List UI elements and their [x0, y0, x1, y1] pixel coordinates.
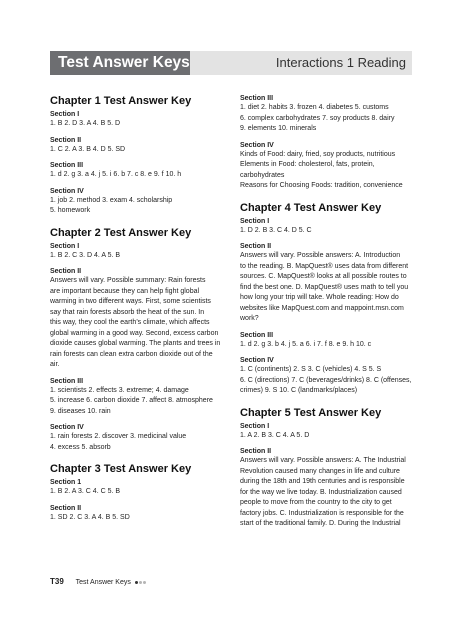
answers-text: carbohydrates — [240, 171, 285, 179]
section-label: Section II — [50, 504, 82, 512]
summary-line: to the reading. B. MapQuest® uses data from different — [240, 262, 409, 270]
section-label: Section I — [50, 111, 80, 118]
answers-text: 1. B 2. A 3. C 4. C 5. B — [50, 488, 121, 495]
summary-line: work? — [240, 315, 259, 322]
answers-text: 1. rain forests 2. discover 3. medicinal value — [50, 433, 187, 440]
answers-text: 6. C (directions) 7. C (beverages/drinks) 8. C (offenses, — [240, 376, 412, 384]
section-label: Section 1 — [50, 479, 82, 486]
chapter-5-heading: Chapter 5 Test Answer Key — [240, 406, 382, 419]
answers-text: 1. B 2. C 3. D 4. A 5. B — [50, 251, 121, 259]
answers-text: 1. C 2. A 3. B 4. D 5. SD — [50, 145, 126, 153]
section-label: Section III — [50, 162, 84, 169]
summary-line: Revolution caused many changes in life and culture — [240, 467, 400, 475]
chapter-2-heading: Chapter 2 Test Answer Key — [50, 226, 192, 239]
answers-text: 1. scientists 2. effects 3. extreme; 4. damage — [50, 386, 189, 394]
answers-text: 1. B 2. D 3. A 4. B 5. D — [50, 120, 121, 127]
answers-text: 6. complex carbohydrates 7. soy products 8. dairy — [240, 114, 395, 122]
answers-text: 9. elements 10. minerals — [240, 125, 317, 132]
answers-text: Elements in Food: cholesterol, fats, protein, — [240, 161, 375, 168]
progress-dots-icon — [135, 579, 147, 586]
summary-line: dioxide causes global warming. The plants and trees in — [50, 340, 221, 347]
section-label: Section III — [240, 95, 274, 102]
footer-label: Test Answer Keys — [75, 579, 131, 586]
section-label: Section IV — [50, 424, 84, 431]
section-label: Section I — [50, 242, 80, 250]
answers-text: Kinds of Food: dairy, fried, soy products, nutritious — [240, 150, 396, 158]
summary-line: this way, they cool the earth’s climate, which affects — [50, 319, 210, 326]
right-column — [240, 95, 418, 530]
left-column — [50, 95, 230, 523]
answers-text: 1. job 2. method 3. exam 4. scholarship — [50, 196, 173, 204]
answers-text: 1. C (continents) 2. S 3. C (vehicles) 4. S 5. S — [240, 366, 382, 373]
summary-line: people to move from the country to the city to get — [240, 499, 392, 506]
summary-line: global warming in a good way. Second, excess carbon — [50, 329, 219, 337]
summary-line: say that rain forests absorb the heat of the sun. In — [50, 308, 205, 316]
section-label: Section IV — [240, 357, 274, 364]
page-header — [50, 51, 412, 75]
answers-text: 1. diet 2. habits 3. frozen 4. diabetes 5. customs — [240, 104, 389, 111]
section-label: Section IV — [50, 187, 84, 195]
section-label: Section I — [240, 422, 270, 430]
answers-text: 4. excess 5. absorb — [50, 443, 111, 451]
answers-text: 5. homework — [50, 207, 91, 214]
answers-text: 1. d 2. g 3. a 4. j 5. i 6. b 7. c 8. e 9. f 10. h — [50, 171, 182, 178]
page-title: Test Answer Keys — [50, 51, 198, 75]
chapter-3-heading: Chapter 3 Test Answer Key — [50, 463, 192, 475]
book-title: Interactions 1 Reading — [275, 55, 406, 70]
answers-text: 1. d 2. g 3. b 4. j 5. a 6. i 7. f 8. e 9. h 10. c — [240, 340, 372, 348]
page-number: T39 — [50, 577, 64, 586]
page-footer — [50, 577, 147, 586]
header-bar — [190, 51, 412, 75]
chapter-4-heading: Chapter 4 Test Answer Key — [240, 201, 382, 214]
summary-line: are important because they can help fight global — [50, 287, 200, 295]
summary-line: warming in two different ways. First, some scientists — [50, 298, 211, 305]
summary-line: for the way we live today. B. Industrialization caused — [240, 488, 402, 496]
summary-line: factory jobs. C. Industrialization is responsible for the — [240, 509, 404, 517]
answers-text: 1. A 2. B 3. C 4. A 5. D — [240, 431, 310, 439]
chapter-1-heading: Chapter 1 Test Answer Key — [50, 95, 192, 107]
summary-line: air. — [50, 361, 60, 368]
section-label: Section II — [240, 448, 272, 455]
summary-line: sources. C. MapQuest® looks at all possible routes to — [240, 273, 407, 280]
summary-line: during the 18th and 19th centuries and is responsible — [240, 478, 405, 485]
answers-text: 5. increase 6. carbon dioxide 7. affect 8. atmosphere — [50, 397, 213, 404]
summary-line: Answers will vary. Possible answers: A. Introduction — [240, 252, 401, 259]
section-label: Section III — [50, 377, 84, 385]
section-label: Section IV — [240, 141, 274, 149]
section-label: Section III — [240, 331, 274, 339]
section-label: Section I — [240, 217, 270, 225]
answers-text: 9. diseases 10. rain — [50, 407, 111, 415]
summary-line: rain forests can clean extra carbon dioxide out of the — [50, 350, 213, 358]
section-label: Section II — [240, 243, 272, 250]
summary-line: start of the traditional family. D. During the Industrial — [240, 520, 401, 527]
summary-line: how long your trip will take. Whole reading: How do — [240, 294, 399, 301]
summary-line: find the best one. D. MapQuest® uses math to tell you — [240, 283, 409, 291]
summary-line: Answers will vary. Possible summary: Rain forests — [50, 277, 206, 284]
answers-text: crimes) 9. S 10. C (landmarks/places) — [240, 387, 358, 394]
answers-text: 1. D 2. B 3. C 4. D 5. C — [240, 226, 312, 234]
section-label: Section II — [50, 136, 82, 144]
summary-line: websites like MapQuest.com and mappoint.msn.com — [240, 304, 404, 312]
section-label: Section II — [50, 268, 82, 275]
summary-line: Answers will vary. Possible answers: A. The Industrial — [240, 457, 406, 464]
answers-text: 1. SD 2. C 3. A 4. B 5. SD — [50, 513, 130, 521]
answers-text: Reasons for Choosing Foods: tradition, convenience — [240, 182, 403, 189]
